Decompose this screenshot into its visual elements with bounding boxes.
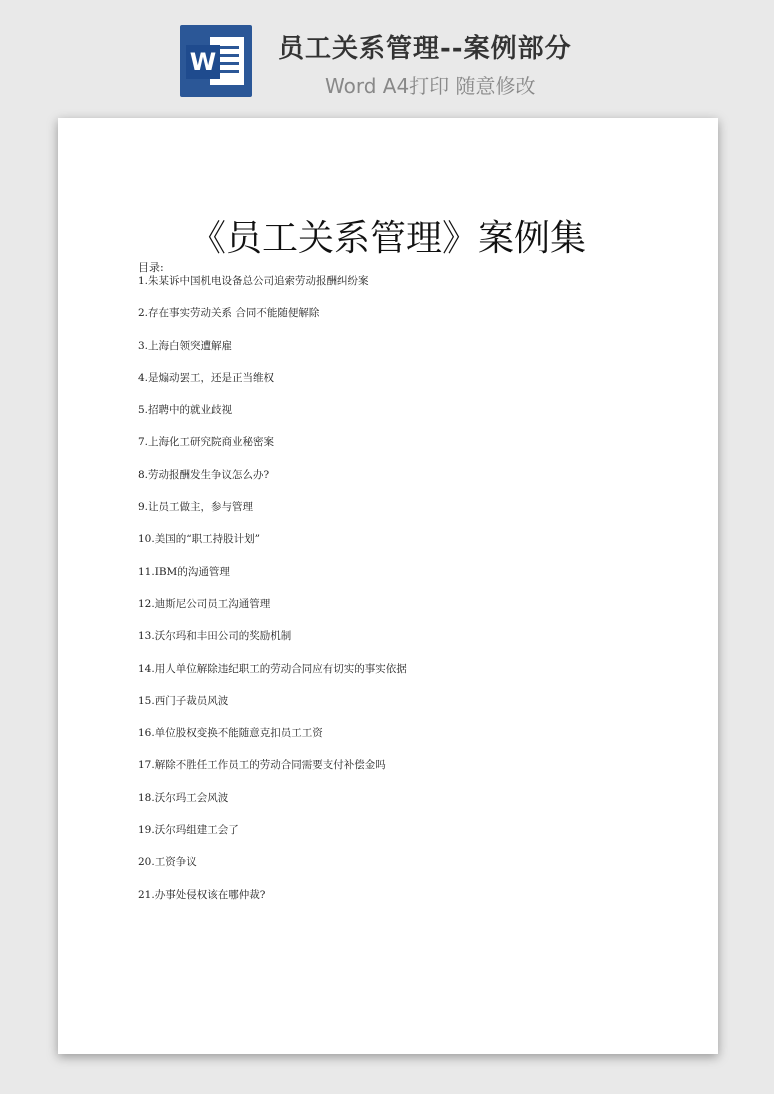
toc-item: 4.是煽动罢工，还是正当维权 <box>138 371 275 384</box>
toc-item: 5.招聘中的就业歧视 <box>138 404 233 417</box>
toc-item: 20.工资争议 <box>138 856 197 869</box>
toc-item: 2.存在事实劳动关系 合同不能随便解除 <box>138 307 320 320</box>
toc-item: 21.办事处侵权该在哪仲裁? <box>138 888 266 901</box>
toc-label: 目录: <box>138 261 164 274</box>
word-icon <box>180 25 252 97</box>
toc-item: 17.解除不胜任工作员工的劳动合同需要支付补偿金吗 <box>138 759 386 772</box>
document-page <box>58 118 718 1054</box>
toc-item: 12.迪斯尼公司员工沟通管理 <box>138 597 271 610</box>
toc-item: 14.用人单位解除违纪职工的劳动合同应有切实的事实依据 <box>138 662 407 675</box>
toc-item: 15.西门子裁员风波 <box>138 694 229 707</box>
toc-item: 8.劳动报酬发生争议怎么办? <box>138 468 270 481</box>
preview-header <box>0 0 774 118</box>
toc-item: 1.朱某诉中国机电设备总公司追索劳动报酬纠纷案 <box>138 275 369 287</box>
toc-item: 9.让员工做主，参与管理 <box>138 501 254 514</box>
word-icon-letter: W <box>186 45 220 79</box>
table-of-contents <box>138 274 407 920</box>
toc-item: 19.沃尔玛组建工会了 <box>138 824 239 837</box>
document-title: 《员工关系管理》案例集 <box>189 218 586 259</box>
toc-item: 3.上海白领突遭解雇 <box>138 339 233 352</box>
toc-item: 16.单位股权变换不能随意克扣员工工资 <box>138 727 323 740</box>
toc-item: 18.沃尔玛工会风波 <box>138 791 229 804</box>
toc-item: 7.上海化工研究院商业秘密案 <box>138 436 275 449</box>
header-title: 员工关系管理--案例部分 <box>278 34 572 64</box>
header-subtitle: Word A4打印 随意修改 <box>325 74 536 98</box>
toc-item: 10.美国的“职工持股计划” <box>138 533 260 546</box>
toc-item: 13.沃尔玛和丰田公司的奖励机制 <box>138 630 292 643</box>
toc-item: 11.IBM的沟通管理 <box>138 565 230 578</box>
